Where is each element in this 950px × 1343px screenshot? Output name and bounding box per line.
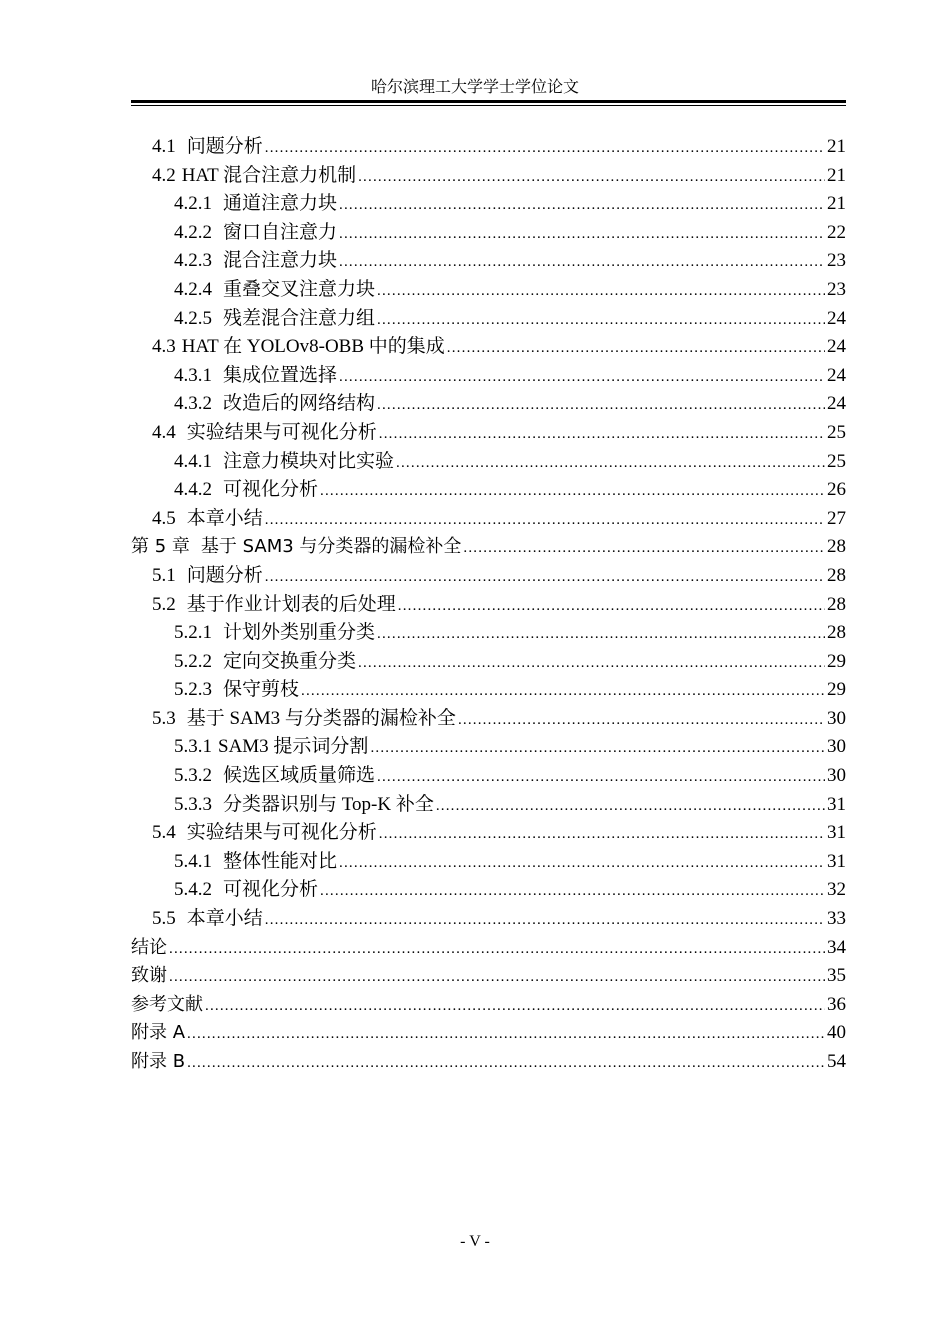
toc-entry[interactable] [131,533,846,562]
toc-entry-page: 27 [827,507,846,529]
toc-entry-page: 30 [827,736,846,758]
toc-entry[interactable] [131,705,846,734]
toc-entry-page: 31 [827,822,846,844]
toc-dot-leader [379,820,825,849]
toc-entry[interactable] [131,190,846,219]
toc-entry-title: 本章小结 [186,507,263,529]
toc-entry-title: 改造后的网络结构 [223,393,376,415]
toc-dot-leader [339,248,825,277]
toc-dot-leader [265,506,825,535]
toc-entry-title: 可视化分析 [223,879,319,901]
toc-dot-leader [169,935,825,964]
toc-entry-title: 附录 B [131,1051,186,1072]
toc-entry[interactable] [131,905,846,934]
toc-entry[interactable] [131,133,846,162]
toc-entry-number: 5.3.3 [174,793,212,815]
toc-entry-number: 4.2.4 [174,278,212,300]
toc-entry-number: 5.3 [152,707,176,729]
toc-entry-title: 窗口自注意力 [223,221,338,243]
toc-dot-leader [339,363,825,392]
toc-entry-title: 基于作业计划表的后处理 [186,593,396,615]
toc-entry-title: 计划外类别重分类 [223,622,376,644]
toc-dot-leader [169,963,825,992]
toc-entry-title: 附录 A [131,1022,186,1044]
table-of-contents [131,133,846,1077]
toc-entry-page: 30 [827,765,846,787]
toc-entry-title: 基于 SAM3 与分类器的漏检补全 [200,536,462,558]
toc-entry[interactable] [131,648,846,677]
page-number: - V - [460,1233,490,1250]
toc-entry-page: 22 [827,221,846,243]
toc-entry[interactable] [131,305,846,334]
toc-entry[interactable] [131,848,846,877]
toc-dot-leader [339,849,825,878]
toc-entry[interactable] [131,733,846,762]
toc-entry-page: 24 [827,364,846,386]
toc-entry-page: 40 [827,1022,846,1044]
toc-entry-title: 本章小结 [186,908,263,930]
toc-entry-page: 29 [827,650,846,672]
toc-entry-page: 28 [827,593,846,615]
toc-entry-title: 基于 SAM3 与分类器的漏检补全 [186,707,456,729]
toc-entry-page: 24 [827,393,846,415]
toc-entry-page: 24 [827,307,846,329]
toc-entry-number: 4.2.5 [174,307,212,329]
toc-entry-page: 32 [827,879,846,901]
toc-entry-title: 定向交换重分类 [223,650,357,672]
toc-entry-number: 5.1 [152,564,176,586]
toc-entry-title: HAT 混合注意力机制 [181,164,357,186]
toc-entry-page: 31 [827,850,846,872]
toc-entry-page: 36 [827,993,846,1015]
toc-entry[interactable] [131,762,846,791]
toc-entry-page: 30 [827,707,846,729]
toc-entry-title: 参考文献 [131,993,203,1015]
toc-entry-page: 31 [827,793,846,815]
toc-entry[interactable] [131,934,846,963]
toc-entry-title: HAT 在 YOLOv8-OBB 中的集成 [181,336,445,358]
toc-entry-number: 5.2.2 [174,650,212,672]
toc-entry-page: 21 [827,193,846,215]
toc-dot-leader [205,992,825,1021]
toc-dot-leader [339,191,825,220]
toc-entry-title: 通道注意力块 [223,193,338,215]
toc-entry-number: 4.3 [152,336,176,358]
toc-entry-number: 4.1 [152,136,176,157]
toc-entry-title: 集成位置选择 [223,364,338,386]
toc-entry-number: 5.2.1 [174,622,212,644]
toc-dot-leader [463,534,825,563]
toc-dot-leader [265,906,825,935]
toc-entry-page: 23 [827,278,846,300]
toc-entry-title: 结论 [131,936,167,958]
toc-dot-leader [377,763,825,792]
toc-entry[interactable] [131,448,846,477]
toc-dot-leader [379,420,825,449]
toc-entry-title: 混合注意力块 [223,250,338,272]
toc-entry-page: 33 [827,908,846,930]
toc-entry-page: 54 [827,1051,846,1072]
toc-entry[interactable] [131,591,846,620]
toc-entry-page: 28 [827,536,846,558]
toc-entry-page: 28 [827,622,846,644]
toc-dot-leader [377,620,825,649]
toc-entry[interactable] [131,991,846,1020]
toc-entry-page: 34 [827,936,846,958]
toc-entry-number: 5.4 [152,822,176,844]
toc-entry-number: 4.4 [152,421,176,443]
toc-entry[interactable] [131,562,846,591]
toc-dot-leader [398,592,825,621]
toc-entry[interactable] [131,1048,846,1077]
toc-entry-number: 5.5 [152,908,176,930]
toc-dot-leader [436,792,825,821]
toc-entry-title: 残差混合注意力组 [223,307,376,329]
toc-entry-page: 21 [827,136,846,157]
toc-entry[interactable] [131,619,846,648]
toc-entry-number: 第 5 章 [131,536,190,558]
toc-entry-title: 可视化分析 [223,479,319,501]
toc-entry-page: 35 [827,965,846,987]
toc-entry-number: 4.4.1 [174,450,212,472]
toc-entry[interactable] [131,390,846,419]
toc-dot-leader [377,306,825,335]
toc-entry-title: 整体性能对比 [223,850,338,872]
toc-entry-number: 5.3.2 [174,765,212,787]
toc-entry-title: 实验结果与可视化分析 [186,421,377,443]
toc-entry-title: 保守剪枝 [223,679,300,701]
toc-entry[interactable] [131,962,846,991]
toc-entry-number: 5.2.3 [174,679,212,701]
toc-dot-leader [377,391,825,420]
toc-entry-page: 28 [827,564,846,586]
toc-entry[interactable] [131,819,846,848]
toc-dot-leader [187,1020,825,1049]
toc-dot-leader [447,334,825,363]
toc-entry-title: 候选区域质量筛选 [223,765,376,787]
toc-entry[interactable] [131,219,846,248]
toc-dot-leader [358,163,825,192]
toc-entry-title: 实验结果与可视化分析 [186,822,377,844]
toc-entry-page: 26 [827,479,846,501]
toc-entry-number: 4.2.2 [174,221,212,243]
toc-dot-leader [396,449,825,478]
toc-dot-leader [320,477,825,506]
toc-entry[interactable] [131,276,846,305]
toc-entry[interactable] [131,876,846,905]
toc-entry-number: 5.3.1 [174,736,212,758]
toc-dot-leader [377,277,825,306]
toc-entry-title: SAM3 提示词分割 [218,736,369,758]
toc-entry[interactable] [131,247,846,276]
toc-dot-leader [458,706,825,735]
toc-entry[interactable] [131,162,846,191]
toc-entry[interactable] [131,676,846,705]
toc-entry-title: 重叠交叉注意力块 [223,278,376,300]
toc-entry-number: 4.4.2 [174,479,212,501]
toc-dot-leader [187,1049,825,1078]
toc-entry-page: 21 [827,164,846,186]
header-rule-thick [131,100,846,103]
toc-entry-number: 4.3.2 [174,393,212,415]
toc-entry-number: 5.4.1 [174,850,212,872]
toc-entry[interactable] [131,1019,846,1048]
toc-entry-number: 4.2 [152,164,176,186]
toc-entry-title: 分类器识别与 Top-K 补全 [223,793,434,815]
toc-entry-page: 29 [827,679,846,701]
toc-entry-page: 25 [827,421,846,443]
toc-entry-title: 致谢 [131,965,167,987]
toc-entry-number: 4.2.3 [174,250,212,272]
toc-entry[interactable] [131,791,846,820]
toc-dot-leader [265,563,825,592]
toc-entry-title: 问题分析 [186,564,263,586]
toc-entry-number: 4.2.1 [174,193,212,215]
toc-entry-number: 4.5 [152,507,176,529]
toc-dot-leader [370,734,825,763]
toc-dot-leader [320,877,825,906]
toc-entry-page: 23 [827,250,846,272]
toc-dot-leader [301,677,825,706]
toc-dot-leader [265,134,825,163]
toc-entry[interactable] [131,333,846,362]
toc-entry-number: 5.4.2 [174,879,212,901]
toc-entry-number: 5.2 [152,593,176,615]
toc-entry[interactable] [131,476,846,505]
toc-entry[interactable] [131,362,846,391]
toc-entry-title: 问题分析 [186,136,263,157]
toc-entry-page: 24 [827,336,846,358]
toc-entry[interactable] [131,505,846,534]
running-header: 哈尔滨理工大学学士学位论文 [370,79,579,96]
toc-entry-page: 25 [827,450,846,472]
header-rule-thin [131,105,846,106]
toc-dot-leader [358,649,825,678]
toc-dot-leader [339,220,825,249]
toc-entry-number: 4.3.1 [174,364,212,386]
toc-entry-title: 注意力模块对比实验 [223,450,395,472]
toc-entry[interactable] [131,419,846,448]
